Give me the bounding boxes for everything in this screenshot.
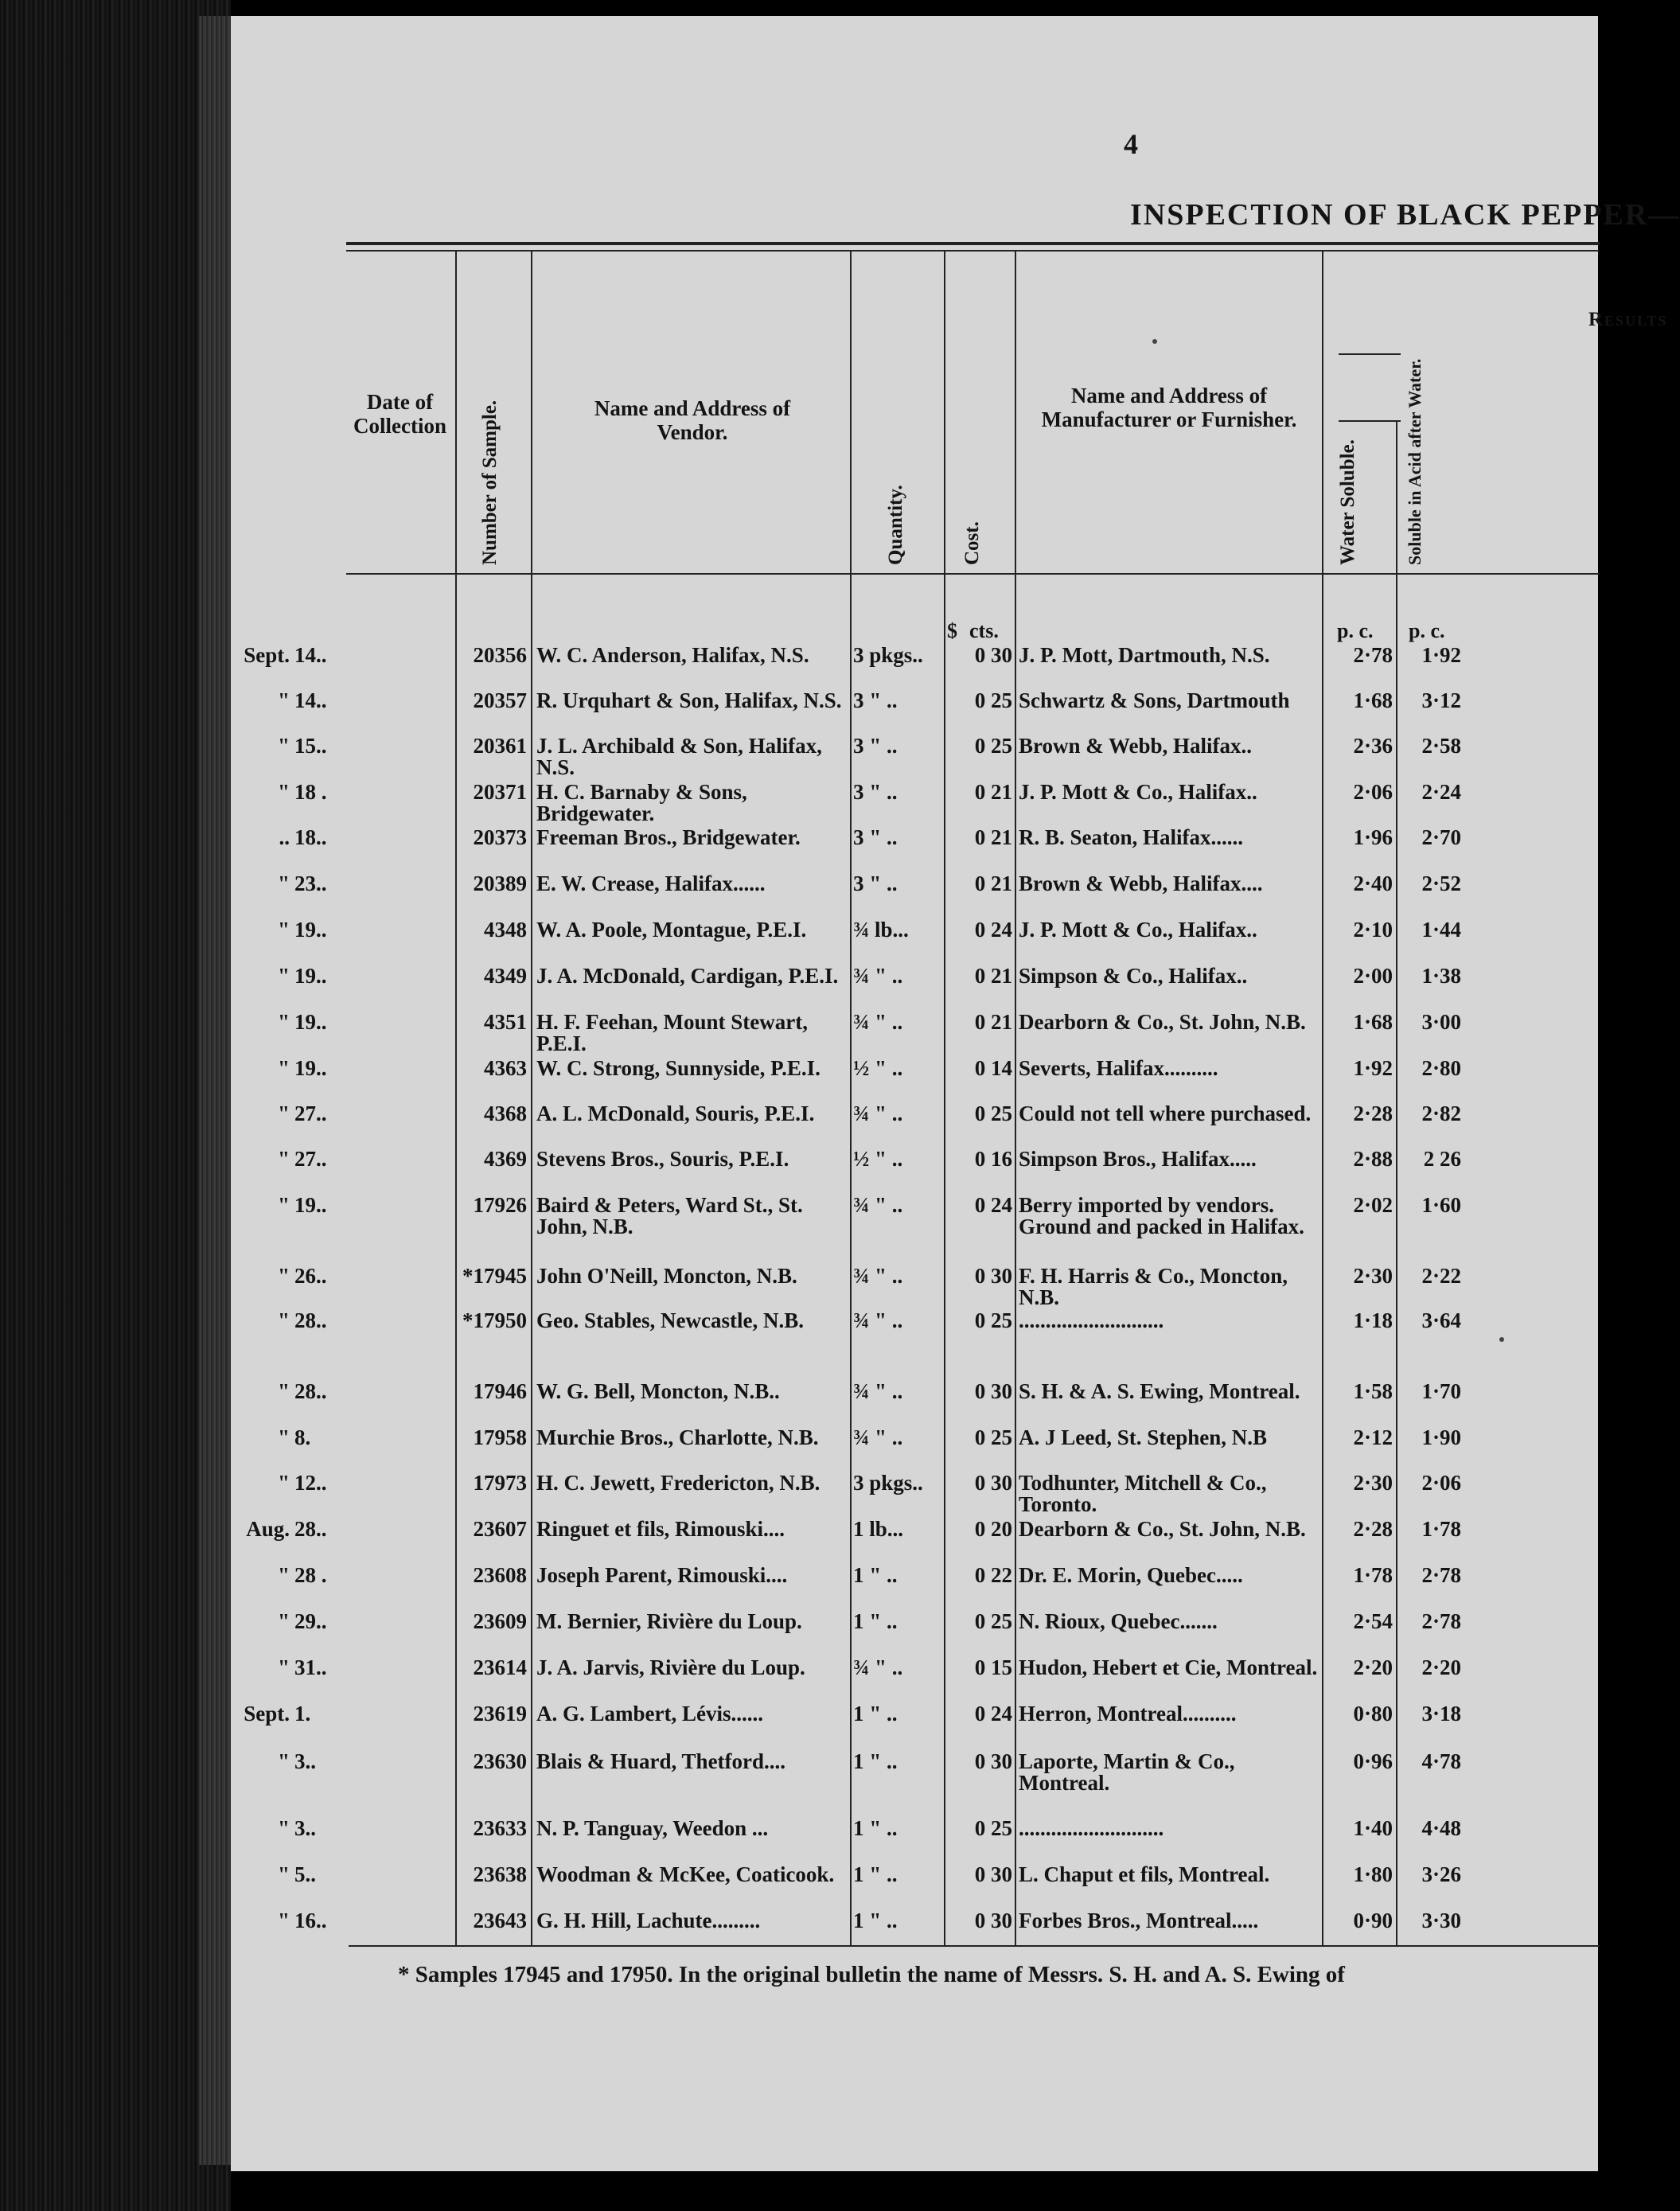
cell-quantity: ¾ " ..: [853, 1425, 903, 1449]
cell-acid-soluble: 2·78: [1421, 1563, 1461, 1587]
cell-date-month: Aug.: [246, 1517, 290, 1541]
table-row: [231, 1148, 1598, 1195]
cell-date-day: 15..: [294, 734, 327, 758]
cell-sample-number: 4368: [484, 1102, 527, 1125]
cell-vendor: Joseph Parent, Rimouski....: [536, 1563, 788, 1587]
cell-quantity: 3 pkgs..: [853, 643, 923, 667]
cell-acid-soluble: 1·60: [1421, 1193, 1461, 1217]
cell-acid-soluble: 2·70: [1421, 825, 1461, 849]
table-row: [231, 1427, 1598, 1473]
cell-manufacturer: Forbes Bros., Montreal.....: [1019, 1909, 1259, 1932]
cell-quantity: 3 " ..: [853, 872, 898, 895]
cell-quantity: ¾ " ..: [853, 964, 903, 988]
cell-vendor: W. A. Poole, Montague, P.E.I.: [536, 918, 807, 942]
cell-sample-number: 17926: [473, 1193, 527, 1217]
cell-vendor: H. C. Barnaby & Sons, Bridgewater.: [536, 780, 747, 825]
cell-vendor: John O'Neill, Moncton, N.B.: [536, 1264, 797, 1288]
cell-cost: 0 30: [974, 1909, 1012, 1932]
cell-date-day: 3..: [294, 1816, 316, 1840]
cell-water-soluble: 2·54: [1353, 1609, 1393, 1633]
cell-date-month: ..: [279, 825, 290, 849]
cell-water-soluble: 2·10: [1353, 918, 1393, 942]
cell-vendor: Baird & Peters, Ward St., St. John, N.B.: [536, 1193, 803, 1238]
cell-manufacturer: Dearborn & Co., St. John, N.B.: [1019, 1517, 1306, 1541]
cell-vendor: Blais & Huard, Thetford....: [536, 1749, 786, 1773]
cell-vendor: J. A. Jarvis, Rivière du Loup.: [536, 1655, 805, 1679]
cell-sample-number: 20357: [473, 688, 527, 712]
cell-manufacturer: Herron, Montreal..........: [1019, 1702, 1237, 1726]
cell-cost: 0 30: [974, 643, 1012, 667]
table-row: [231, 1910, 1598, 1956]
cell-sample-number: 20389: [473, 872, 527, 895]
cell-quantity: ¾ lb...: [853, 918, 909, 942]
cell-acid-soluble: 4·78: [1421, 1749, 1461, 1773]
cell-sample-number: 20371: [473, 780, 527, 804]
cell-cost: 0 21: [974, 964, 1012, 988]
cell-acid-soluble: 1·38: [1421, 964, 1461, 988]
cell-date-month: ": [278, 1816, 290, 1840]
cell-water-soluble: 2·36: [1353, 734, 1393, 758]
cell-manufacturer: A. J Leed, St. Stephen, N.B: [1019, 1425, 1268, 1449]
table-row: [231, 919, 1598, 965]
cell-cost: 0 30: [974, 1862, 1012, 1886]
cell-date-day: 23..: [294, 872, 327, 895]
cell-cost: 0 22: [974, 1563, 1012, 1587]
cell-cost: 0 25: [974, 1308, 1012, 1332]
page-edges: [199, 16, 231, 2165]
cell-cost: 0 14: [974, 1056, 1012, 1080]
table-row: [231, 1751, 1598, 1797]
header-acid: Soluble in Acid after Water.: [1405, 358, 1425, 565]
cell-water-soluble: 2·30: [1353, 1264, 1393, 1288]
cell-cost: 0 21: [974, 1010, 1012, 1034]
cell-manufacturer: Berry imported by vendors. Ground and packed in Halifax.: [1019, 1193, 1304, 1238]
cell-acid-soluble: 2·24: [1421, 780, 1461, 804]
cell-date-day: 18..: [294, 825, 327, 849]
cell-vendor: Murchie Bros., Charlotte, N.B.: [536, 1425, 819, 1449]
cell-date-day: 19..: [294, 918, 327, 942]
table-row: [231, 645, 1598, 691]
cell-vendor: Ringuet et fils, Rimouski....: [536, 1517, 785, 1541]
header-sample: Number of Sample.: [479, 400, 501, 565]
cell-water-soluble: 2·12: [1353, 1425, 1393, 1449]
cell-quantity: ¾ " ..: [853, 1308, 903, 1332]
footnote: * Samples 17945 and 17950. In the original bulletin the name of Messrs. S. H. and A. S. Ewing of: [398, 1962, 1345, 1987]
cell-date-month: ": [278, 780, 290, 804]
cell-vendor: Woodman & McKee, Coaticook.: [536, 1862, 835, 1886]
cell-date-month: ": [278, 734, 290, 758]
cell-date-month: ": [278, 688, 290, 712]
table-row: [231, 1265, 1598, 1312]
cell-acid-soluble: 2·58: [1421, 734, 1461, 758]
header-manufacturer: Name and Address of Manufacturer or Furnisher.: [1041, 384, 1297, 431]
document-page: [231, 16, 1680, 2171]
cell-manufacturer: ...........................: [1019, 1308, 1164, 1332]
cell-water-soluble: 2·00: [1353, 964, 1393, 988]
cell-quantity: ½ " ..: [853, 1147, 903, 1171]
cell-quantity: ¾ " ..: [853, 1379, 903, 1403]
unit-acid: p. c.: [1409, 619, 1445, 642]
header-cost: Cost.: [961, 521, 983, 565]
cell-sample-number: 17973: [473, 1471, 527, 1495]
cell-sample-number: 17958: [473, 1425, 527, 1449]
table-row: [231, 1472, 1598, 1519]
cell-manufacturer: Hudon, Hebert et Cie, Montreal.: [1019, 1655, 1318, 1679]
cell-date-day: 29..: [294, 1609, 327, 1633]
table-row: [231, 1657, 1598, 1703]
cell-date-month: ": [278, 1147, 290, 1171]
cell-acid-soluble: 2·22: [1421, 1264, 1461, 1288]
cell-manufacturer: F. H. Harris & Co., Moncton, N.B.: [1019, 1264, 1288, 1309]
cell-acid-soluble: 2·52: [1421, 872, 1461, 895]
cell-quantity: 3 " ..: [853, 734, 898, 758]
cell-vendor: Freeman Bros., Bridgewater.: [536, 825, 801, 849]
table-row: [231, 1818, 1598, 1864]
cell-date-month: ": [278, 1909, 290, 1932]
cell-acid-soluble: 2·82: [1421, 1102, 1461, 1125]
cell-quantity: 1 " ..: [853, 1862, 898, 1886]
cell-manufacturer: Simpson & Co., Halifax..: [1019, 964, 1248, 988]
cell-water-soluble: 1·40: [1353, 1816, 1393, 1840]
cell-quantity: 1 " ..: [853, 1609, 898, 1633]
cell-sample-number: 23633: [473, 1816, 527, 1840]
cell-manufacturer: S. H. & A. S. Ewing, Montreal.: [1019, 1379, 1300, 1403]
cell-sample-number: 20373: [473, 825, 527, 849]
header-results: Results: [1588, 309, 1668, 330]
cell-date-month: ": [278, 1102, 290, 1125]
cell-manufacturer: Could not tell where purchased.: [1019, 1102, 1312, 1125]
cell-water-soluble: 2·20: [1353, 1655, 1393, 1679]
cell-sample-number: 23643: [473, 1909, 527, 1932]
table-row: [231, 782, 1598, 828]
cell-water-soluble: 1·80: [1353, 1862, 1393, 1886]
cell-cost: 0 21: [974, 872, 1012, 895]
cell-date-day: 28..: [294, 1517, 327, 1541]
cell-vendor: A. L. McDonald, Souris, P.E.I.: [536, 1102, 815, 1125]
table-body: [231, 16, 1598, 2171]
cell-cost: 0 24: [974, 1193, 1012, 1217]
cell-water-soluble: 1·92: [1353, 1056, 1393, 1080]
cell-date-month: ": [278, 1862, 290, 1886]
header-vendor: Name and Address of Vendor.: [594, 396, 791, 444]
cell-water-soluble: 2·28: [1353, 1517, 1393, 1541]
cell-date-day: 26..: [294, 1264, 327, 1288]
cell-water-soluble: 1·68: [1353, 1010, 1393, 1034]
cell-date-day: 27..: [294, 1102, 327, 1125]
cell-acid-soluble: 2 26: [1423, 1147, 1461, 1171]
cell-sample-number: *17950: [462, 1308, 527, 1332]
cell-vendor: E. W. Crease, Halifax......: [536, 872, 766, 895]
cell-water-soluble: 1·18: [1353, 1308, 1393, 1332]
table-row: [231, 690, 1598, 736]
cell-vendor: Geo. Stables, Newcastle, N.B.: [536, 1308, 804, 1332]
cell-quantity: 3 " ..: [853, 825, 898, 849]
table-row: [231, 1012, 1598, 1058]
cell-quantity: 1 " ..: [853, 1909, 898, 1932]
cell-acid-soluble: 2·20: [1421, 1655, 1461, 1679]
cell-vendor: W. G. Bell, Moncton, N.B..: [536, 1379, 780, 1403]
cell-date-month: Sept.: [244, 643, 290, 667]
cell-date-month: ": [278, 1425, 290, 1449]
cell-acid-soluble: 1·44: [1421, 918, 1461, 942]
cell-sample-number: 4351: [484, 1010, 527, 1034]
cell-sample-number: 23614: [473, 1655, 527, 1679]
cell-manufacturer: R. B. Seaton, Halifax......: [1019, 825, 1244, 849]
cell-water-soluble: 2·88: [1353, 1147, 1393, 1171]
cell-date-month: ": [278, 1749, 290, 1773]
cell-cost: 0 25: [974, 1425, 1012, 1449]
cell-acid-soluble: 2·78: [1421, 1609, 1461, 1633]
cell-water-soluble: 2·02: [1353, 1193, 1393, 1217]
cell-date-month: ": [278, 1193, 290, 1217]
cell-water-soluble: 1·58: [1353, 1379, 1393, 1403]
cell-cost: 0 25: [974, 1816, 1012, 1840]
speck: [1152, 339, 1157, 344]
cell-vendor: M. Bernier, Rivière du Loup.: [536, 1609, 802, 1633]
cell-date-month: ": [278, 1655, 290, 1679]
cell-manufacturer: Schwartz & Sons, Dartmouth: [1019, 688, 1290, 712]
cell-sample-number: 17946: [473, 1379, 527, 1403]
table-row: [231, 965, 1598, 1012]
cell-manufacturer: Dr. E. Morin, Quebec.....: [1019, 1563, 1243, 1587]
cell-quantity: 3 " ..: [853, 780, 898, 804]
cell-sample-number: 23638: [473, 1862, 527, 1886]
unit-cents: cts.: [969, 619, 999, 642]
cell-date-day: 8.: [294, 1425, 311, 1449]
cell-quantity: ¾ " ..: [853, 1264, 903, 1288]
table-row: [231, 1565, 1598, 1611]
cell-cost: 0 30: [974, 1749, 1012, 1773]
table-row: [231, 1864, 1598, 1910]
cell-acid-soluble: 3·18: [1421, 1702, 1461, 1726]
cell-date-month: Sept.: [244, 1702, 290, 1726]
cell-date-day: 3..: [294, 1749, 316, 1773]
cell-sample-number: 23630: [473, 1749, 527, 1773]
cell-cost: 0 20: [974, 1517, 1012, 1541]
cell-date-month: ": [278, 1308, 290, 1332]
cell-sample-number: 4348: [484, 918, 527, 942]
cell-acid-soluble: 2·06: [1421, 1471, 1461, 1495]
cell-quantity: ¾ " ..: [853, 1010, 903, 1034]
table-row: [231, 1103, 1598, 1149]
cell-water-soluble: 0·90: [1353, 1909, 1393, 1932]
cell-quantity: ¾ " ..: [853, 1655, 903, 1679]
cell-cost: 0 25: [974, 1102, 1012, 1125]
cell-manufacturer: J. P. Mott & Co., Halifax..: [1019, 780, 1257, 804]
cell-acid-soluble: 4·48: [1421, 1816, 1461, 1840]
cell-acid-soluble: 1·92: [1421, 643, 1461, 667]
cell-date-day: 28 .: [294, 1563, 327, 1587]
cell-vendor: J. L. Archibald & Son, Halifax, N.S.: [536, 734, 822, 779]
cell-date-day: 1.: [294, 1702, 311, 1726]
cell-vendor: Stevens Bros., Souris, P.E.I.: [536, 1147, 789, 1171]
cell-vendor: A. G. Lambert, Lévis......: [536, 1702, 763, 1726]
cell-sample-number: 4363: [484, 1056, 527, 1080]
cell-water-soluble: 0·80: [1353, 1702, 1393, 1726]
table-row: [231, 1195, 1598, 1241]
header-water: Water Soluble.: [1337, 439, 1358, 565]
cell-quantity: 3 pkgs..: [853, 1471, 923, 1495]
cell-quantity: 1 " ..: [853, 1702, 898, 1726]
cell-acid-soluble: 3·00: [1421, 1010, 1461, 1034]
cell-quantity: 1 " ..: [853, 1563, 898, 1587]
cell-sample-number: 4349: [484, 964, 527, 988]
table-row: [231, 1519, 1598, 1565]
cell-date-month: ": [278, 872, 290, 895]
cell-cost: 0 30: [974, 1264, 1012, 1288]
cell-cost: 0 25: [974, 734, 1012, 758]
cell-manufacturer: Simpson Bros., Halifax.....: [1019, 1147, 1257, 1171]
header-date: Date of Collection: [353, 390, 446, 438]
cell-date-month: ": [278, 1471, 290, 1495]
cell-cost: 0 24: [974, 1702, 1012, 1726]
cell-acid-soluble: 2·80: [1421, 1056, 1461, 1080]
cell-vendor: N. P. Tanguay, Weedon ...: [536, 1816, 769, 1840]
cell-water-soluble: 0·96: [1353, 1749, 1393, 1773]
table-row: [231, 1703, 1598, 1749]
cell-acid-soluble: 1·78: [1421, 1517, 1461, 1541]
cell-date-day: 12..: [294, 1471, 327, 1495]
cell-date-day: 14..: [294, 643, 327, 667]
cell-cost: 0 30: [974, 1471, 1012, 1495]
cell-date-month: ": [278, 964, 290, 988]
speck: [1499, 1337, 1504, 1342]
cell-manufacturer: ...........................: [1019, 1816, 1164, 1840]
cell-vendor: W. C. Strong, Sunnyside, P.E.I.: [536, 1056, 821, 1080]
book-binding: [0, 0, 231, 2211]
cell-vendor: G. H. Hill, Lachute.........: [536, 1909, 761, 1932]
cell-acid-soluble: 3·30: [1421, 1909, 1461, 1932]
cell-vendor: R. Urquhart & Son, Halifax, N.S.: [536, 688, 842, 712]
cell-date-day: 19..: [294, 1193, 327, 1217]
table-row: [231, 1310, 1598, 1356]
cell-water-soluble: 2·40: [1353, 872, 1393, 895]
table-row: [231, 873, 1598, 919]
cell-water-soluble: 2·06: [1353, 780, 1393, 804]
cell-water-soluble: 2·28: [1353, 1102, 1393, 1125]
cell-manufacturer: Dearborn & Co., St. John, N.B.: [1019, 1010, 1306, 1034]
cell-cost: 0 25: [974, 1609, 1012, 1633]
cell-acid-soluble: 3·12: [1421, 688, 1461, 712]
cell-sample-number: 20356: [473, 643, 527, 667]
cell-manufacturer: J. P. Mott & Co., Halifax..: [1019, 918, 1257, 942]
cell-date-day: 28..: [294, 1308, 327, 1332]
cell-cost: 0 21: [974, 825, 1012, 849]
cell-manufacturer: N. Rioux, Quebec.......: [1019, 1609, 1218, 1633]
cell-sample-number: 23609: [473, 1609, 527, 1633]
cell-water-soluble: 1·68: [1353, 688, 1393, 712]
cell-date-day: 14..: [294, 688, 327, 712]
cell-date-day: 18 .: [294, 780, 327, 804]
cell-date-day: 28..: [294, 1379, 327, 1403]
cell-sample-number: 23607: [473, 1517, 527, 1541]
table-row: [231, 735, 1598, 782]
cell-vendor: W. C. Anderson, Halifax, N.S.: [536, 643, 809, 667]
cell-acid-soluble: 1·90: [1421, 1425, 1461, 1449]
cell-date-month: ": [278, 1264, 290, 1288]
cell-manufacturer: Brown & Webb, Halifax....: [1019, 872, 1263, 895]
cell-date-month: ": [278, 1609, 290, 1633]
cell-cost: 0 25: [974, 688, 1012, 712]
cell-quantity: ¾ " ..: [853, 1193, 903, 1217]
cell-manufacturer: Laporte, Martin & Co., Montreal.: [1019, 1749, 1235, 1795]
cell-vendor: H. F. Feehan, Mount Stewart, P.E.I.: [536, 1010, 808, 1055]
cell-date-month: ": [278, 918, 290, 942]
cell-cost: 0 21: [974, 780, 1012, 804]
cell-date-month: ": [278, 1010, 290, 1034]
cell-date-day: 27..: [294, 1147, 327, 1171]
cell-date-day: 31..: [294, 1655, 327, 1679]
unit-water: p. c.: [1337, 619, 1374, 642]
cell-acid-soluble: 1·70: [1421, 1379, 1461, 1403]
cell-water-soluble: 2·30: [1353, 1471, 1393, 1495]
cell-acid-soluble: 3·64: [1421, 1308, 1461, 1332]
cell-cost: 0 24: [974, 918, 1012, 942]
cell-sample-number: 23608: [473, 1563, 527, 1587]
cell-sample-number: 20361: [473, 734, 527, 758]
table-row: [231, 827, 1598, 873]
unit-dollars: $: [947, 619, 957, 642]
cell-vendor: H. C. Jewett, Fredericton, N.B.: [536, 1471, 821, 1495]
cell-date-month: ": [278, 1379, 290, 1403]
cell-date-day: 5..: [294, 1862, 316, 1886]
running-head: INSPECTION OF BLACK PEPPER—: [1130, 198, 1680, 232]
cell-sample-number: 23619: [473, 1702, 527, 1726]
cell-acid-soluble: 3·26: [1421, 1862, 1461, 1886]
cell-manufacturer: Brown & Webb, Halifax..: [1019, 734, 1253, 758]
cell-sample-number: *17945: [462, 1264, 527, 1288]
cell-date-day: 19..: [294, 1056, 327, 1080]
cell-water-soluble: 1·78: [1353, 1563, 1393, 1587]
table-row: [231, 1058, 1598, 1104]
cell-quantity: 3 " ..: [853, 688, 898, 712]
cell-date-day: 16..: [294, 1909, 327, 1932]
cell-quantity: ¾ " ..: [853, 1102, 903, 1125]
cell-date-month: ": [278, 1056, 290, 1080]
cell-manufacturer: L. Chaput et fils, Montreal.: [1019, 1862, 1270, 1886]
cell-vendor: J. A. McDonald, Cardigan, P.E.I.: [536, 964, 839, 988]
cell-manufacturer: J. P. Mott, Dartmouth, N.S.: [1019, 643, 1270, 667]
table-row: [231, 1611, 1598, 1657]
cell-date-day: 19..: [294, 964, 327, 988]
cell-date-month: ": [278, 1563, 290, 1587]
cell-quantity: 1 " ..: [853, 1749, 898, 1773]
cell-sample-number: 4369: [484, 1147, 527, 1171]
cell-cost: 0 15: [974, 1655, 1012, 1679]
header-quantity: Quantity.: [885, 485, 906, 565]
cell-manufacturer: Severts, Halifax..........: [1019, 1056, 1218, 1080]
bottom-rule: [349, 1945, 1600, 1947]
cell-date-day: 19..: [294, 1010, 327, 1034]
cell-water-soluble: 2·78: [1353, 643, 1393, 667]
cell-cost: 0 30: [974, 1379, 1012, 1403]
cell-quantity: 1 " ..: [853, 1816, 898, 1840]
cell-quantity: ½ " ..: [853, 1056, 903, 1080]
cell-cost: 0 16: [974, 1147, 1012, 1171]
cell-manufacturer: Todhunter, Mitchell & Co., Toronto.: [1019, 1471, 1267, 1516]
table-row: [231, 1381, 1598, 1427]
cell-water-soluble: 1·96: [1353, 825, 1393, 849]
cell-quantity: 1 lb...: [853, 1517, 904, 1541]
page-number: 4: [1124, 128, 1138, 160]
